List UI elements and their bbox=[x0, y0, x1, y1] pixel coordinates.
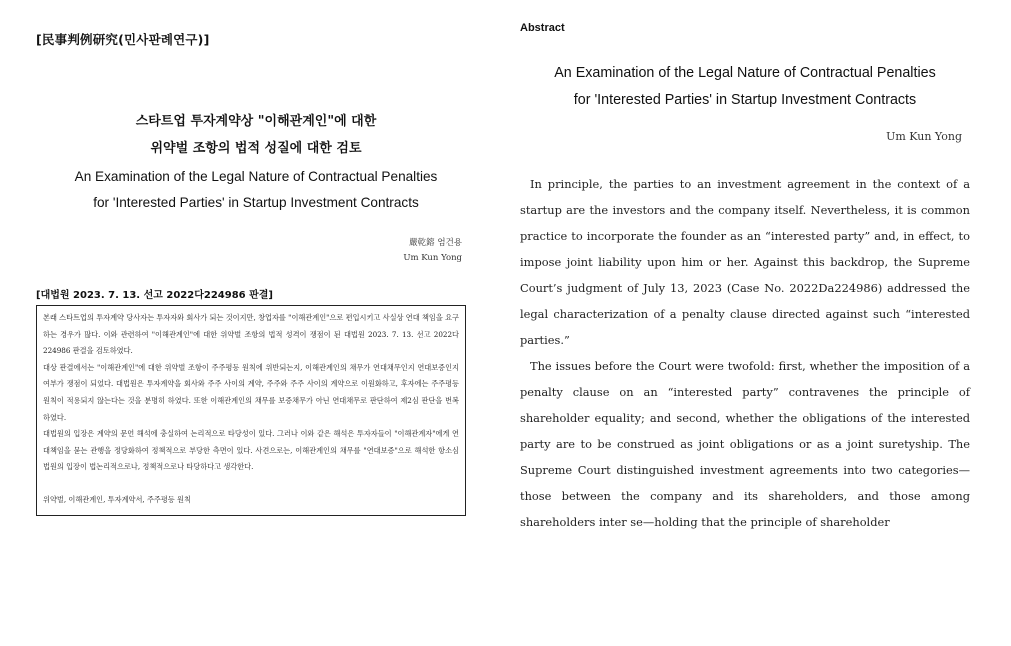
english-title-right bbox=[520, 60, 970, 114]
summary-paragraph: 대상 판결에서는 "이해관계인"에 대한 위약벌 조항이 주주평등 원칙에 위반되는지, 이해관계인의 채무가 연대채무인지 연대보증인지 여부가 쟁점이 되었다. 대법원은 투자계약을 회사와 주주 사이의 계약, 주주와 주주 사이의 계약으로 이원화하고, 후자에는 주주평등 원칙이 적용되지 않는다는 것을 분명히 하였다. 또한 이해관계인의 채무를 보증채무가 아닌 연대채무로 판단하여 제2심 판단을 번복하였다. bbox=[43, 362, 459, 422]
abstract-paragraph: The issues before the Court were twofold: first, whether the imposition of a penalty clause on an “interested party” contravenes the principle of shareholder equality; and second, whether the obligations of the interested party are to be construed as joint obligations or as a joint suretyship. The Supreme Court distinguished investment agreements into two categories—those between the company and its shareholders, and those among shareholders inter se—holding that the principle of shareholder bbox=[520, 359, 970, 529]
summary-box bbox=[36, 305, 466, 516]
english-title-line: An Examination of the Legal Nature of Contractual Penalties bbox=[74, 169, 438, 184]
korean-page bbox=[36, 30, 476, 516]
english-title-line: for 'Interested Parties' in Startup Investment Contracts bbox=[573, 92, 917, 108]
series-label: [民事判例研究(민사판례연구)] bbox=[36, 32, 210, 47]
english-title-left bbox=[36, 164, 476, 216]
summary-paragraph: 대법원의 입장은 계약의 문언 해석에 충실하여 논리적으로 타당성이 있다. 그러나 이와 같은 해석은 투자자들이 "이해관계자"에게 연대책임을 묻는 관행을 정당화하여 정책적으로 부당한 측면이 있다. 사견으로는, 이해관계인의 채무를 "연대보증"으로 해석한 항소심 법원의 입장이 법논리적으로나, 정책적으로나 타당하다고 생각한다. bbox=[43, 429, 459, 472]
author-korean: 嚴乾鎔 엄건용 bbox=[409, 238, 462, 248]
keywords: 위약벌, 이해관계인, 투자계약서, 주주평등 원칙 bbox=[43, 494, 191, 504]
korean-title-line: 스타트업 투자계약상 "이해관계인"에 대한 bbox=[135, 114, 377, 129]
abstract-paragraph: In principle, the parties to an investment agreement in the context of a startup are the investors and the company itself. Nevertheless, it is common practice to incorporate the founder as an “interested party” and, in effect, to impose joint liability upon him or her. Against this backdrop, the Supreme Court’s judgment of July 13, 2023 (Case No. 2022Da224986) addressed the legal characterization of a penalty clause directed against such “interested parties.” bbox=[520, 177, 970, 347]
english-title-line: for 'Interested Parties' in Startup Investment Contracts bbox=[93, 195, 419, 210]
abstract-author: Um Kun Yong bbox=[886, 130, 962, 143]
english-title-line: An Examination of the Legal Nature of Contractual Penalties bbox=[554, 65, 936, 81]
abstract-label: Abstract bbox=[520, 22, 565, 34]
case-heading: [대법원 2023. 7. 13. 선고 2022다224986 판결] bbox=[36, 290, 273, 301]
author-block bbox=[36, 236, 476, 266]
abstract-body bbox=[520, 171, 970, 535]
summary-paragraph: 본래 스타트업의 투자계약 당사자는 투자자와 회사가 되는 것이지만, 창업자를 "이해관계인"으로 편입시키고 사실상 연대 책임을 요구하는 경우가 많다. 이와 관련하여 "이해관계인"에 대한 위약벌 조항의 법적 성격이 쟁점이 된 대법원 2023. 7. 13. 선고 2022다224986 판결을 검토하였다. bbox=[43, 313, 459, 356]
abstract-page bbox=[520, 22, 970, 535]
korean-title bbox=[36, 108, 476, 162]
author-english: Um Kun Yong bbox=[403, 253, 462, 263]
korean-title-line: 위약벌 조항의 법적 성질에 대한 검토 bbox=[150, 141, 362, 156]
